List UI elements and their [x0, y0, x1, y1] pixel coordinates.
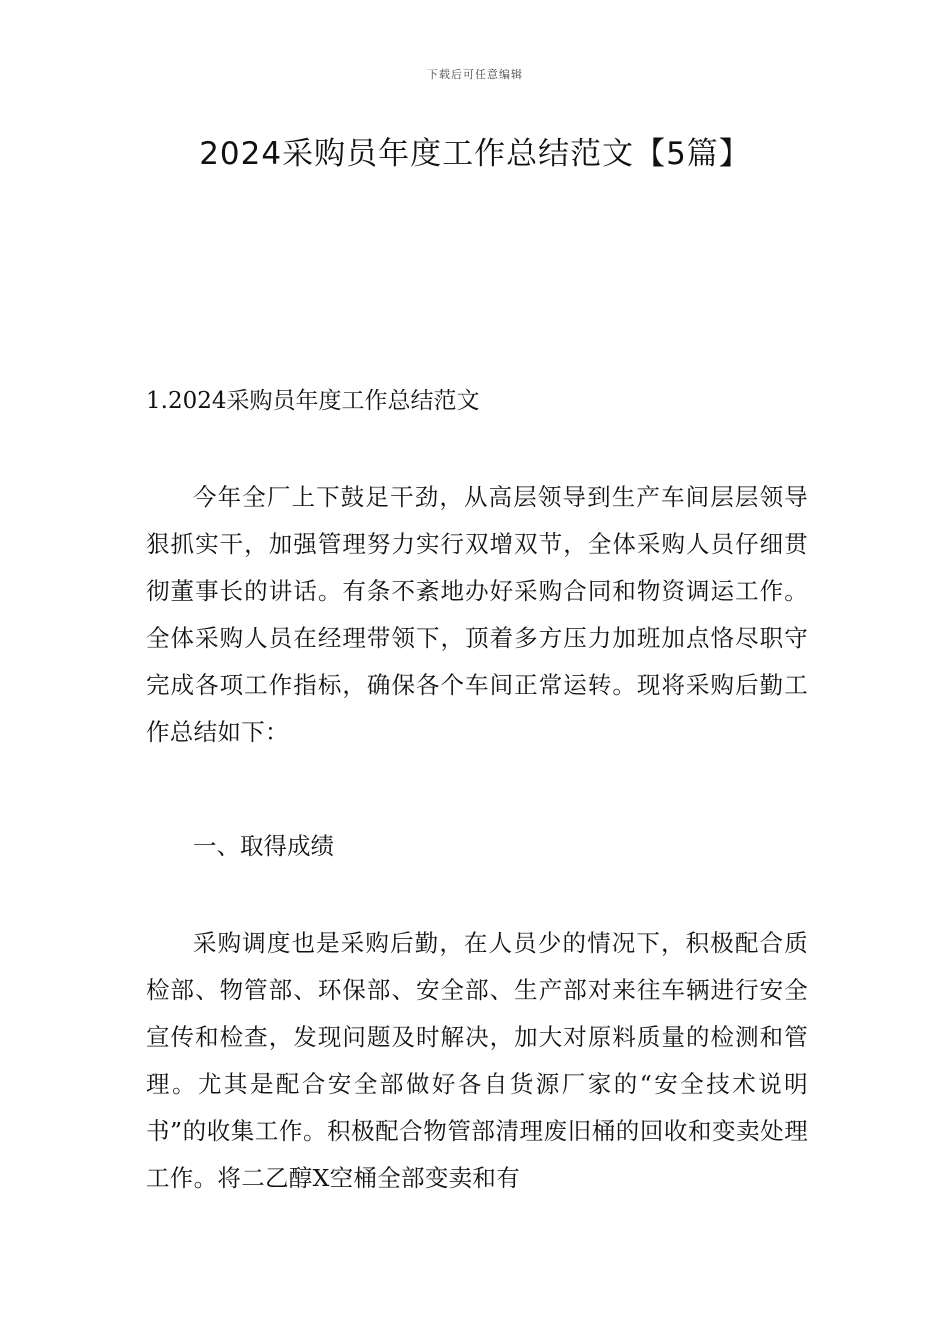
document-title: 2024采购员年度工作总结范文【5篇】 — [199, 136, 751, 172]
header-note: 下载后可任意编辑 — [427, 68, 523, 81]
sub-heading-achievements: 一、取得成绩 — [193, 832, 334, 860]
body-paragraph-2: 采购调度也是采购后勤，在人员少的情况下，积极配合质检部、物管部、环保部、安全部、生产部对来往车辆进行安全宣传和检查，发现问题及时解决，加大对原料质量的检测和管理。尤其是配合安全部做好各自货源厂家的“安全技术说明书”的收集工作。积极配合物管部清理废旧桶的回收和变卖处理工作。将二乙醇X空桶全部变卖和有 — [146, 929, 808, 1192]
body-paragraph-1: 今年全厂上下鼓足干劲，从高层领导到生产车间层层领导狠抓实干，加强管理努力实行双增双节，全体采购人员仔细贯彻董事长的讲话。有条不紊地办好采购合同和物资调运工作。全体采购人员在经理带领下，顶着多方压力加班加点恪尽职守完成各项工作指标，确保各个车间正常运转。现将采购后勤工作总结如下： — [146, 483, 808, 746]
section-heading: 1.2024采购员年度工作总结范文 — [146, 388, 480, 414]
